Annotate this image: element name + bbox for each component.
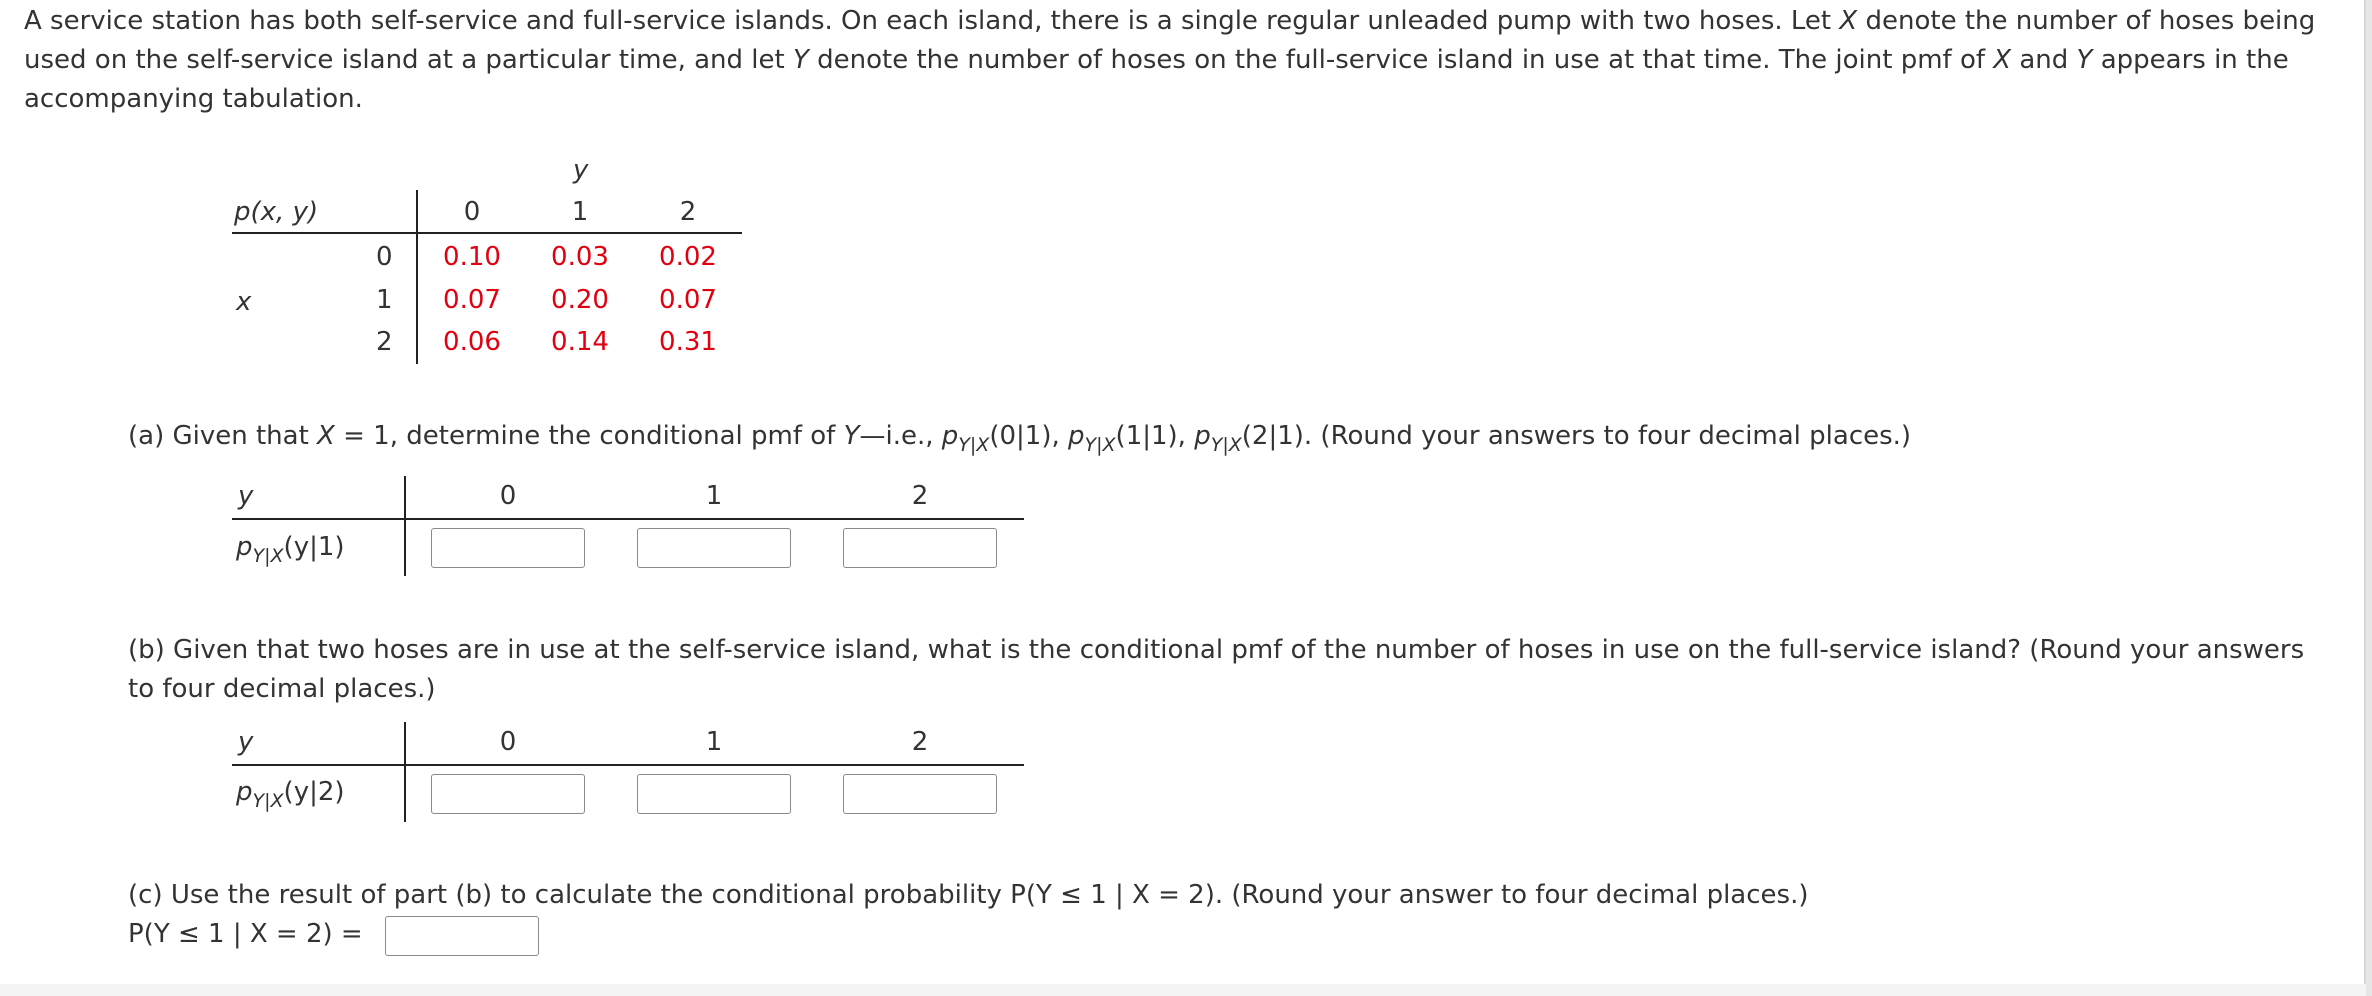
col-header: 0 [463, 197, 481, 227]
question-text: (1|1), [1115, 421, 1195, 451]
pmf-symbol: p [1194, 421, 1211, 451]
col-header: 1 [571, 197, 589, 227]
col-var-label: y [573, 155, 589, 185]
pmf-subscript: Y|X [252, 790, 284, 812]
part-c-answer-label: P(Y ≤ 1 | X = 2) = [128, 919, 363, 949]
row-header: 0 [376, 242, 393, 272]
table-cell: 0.07 [443, 285, 501, 315]
intro-text: appears in the accompanying tabulation. [24, 45, 2289, 114]
var-x: X [317, 421, 335, 451]
intro-text: A service station has both self-service and full-service islands. On each island, there is a single regular unleaded pump with two hoses. Let [24, 6, 1840, 36]
table-cell: 0.02 [659, 242, 717, 272]
answer-input-b-y2[interactable] [843, 774, 997, 814]
answer-input-b-y0[interactable] [431, 774, 585, 814]
pmf-symbol: p [941, 421, 959, 451]
pmf-symbol: p [236, 532, 253, 562]
row-label-pmf [236, 532, 345, 567]
col-header: 1 [705, 727, 723, 757]
table-cell: 0.10 [443, 242, 501, 272]
table-header-rule [232, 232, 742, 234]
problem-statement [24, 2, 2344, 119]
pmf-subscript: Y|X [958, 434, 990, 456]
pmf-symbol: p [1068, 421, 1085, 451]
col-header: 2 [911, 727, 929, 757]
answer-input-c[interactable] [385, 916, 539, 956]
answer-input-a-y1[interactable] [637, 528, 791, 568]
var-x: X [1993, 45, 2012, 75]
col-header: 1 [705, 481, 723, 511]
pmf-symbol: p [236, 777, 253, 807]
intro-text: denote the number of hoses on the full-service island in use at that time. The joint pmf of [808, 45, 1994, 75]
question-text: = 1, determine the conditional pmf of [334, 421, 844, 451]
var-y: Y [792, 45, 809, 75]
intro-text: denote the number of hoses being used on the self-service island at a particular time, and let [24, 6, 2316, 75]
var-x: X [1839, 6, 1858, 36]
question-text: —i.e., [859, 421, 942, 451]
row-label-y: y [238, 727, 254, 757]
var-y: Y [2076, 45, 2093, 75]
part-b-question: (b) Given that two hoses are in use at the self-service island, what is the conditional pmf of the number of hoses in use on the full-service island? (Round your answers to four decimal places.) [128, 635, 2305, 704]
table-header-rule [232, 764, 1024, 766]
col-header: 0 [499, 727, 517, 757]
row-header: 1 [376, 285, 393, 315]
question-text: (0|1), [989, 421, 1068, 451]
pmf-subscript: Y|X [1084, 434, 1116, 456]
question-text: (a) Given that [128, 421, 318, 451]
table-vertical-rule [404, 722, 406, 822]
pmf-subscript: Y|X [252, 545, 284, 567]
intro-text: and [2011, 45, 2077, 75]
answer-input-b-y1[interactable] [637, 774, 791, 814]
var-y: Y [843, 421, 860, 451]
row-header: 2 [376, 327, 393, 357]
table-cell: 0.14 [551, 327, 609, 357]
table-cell: 0.31 [659, 327, 717, 357]
corner-label: p(x, y) [234, 197, 319, 227]
col-header: 0 [499, 481, 517, 511]
answer-input-a-y0[interactable] [431, 528, 585, 568]
table-vertical-rule [404, 476, 406, 576]
col-header: 2 [679, 197, 697, 227]
table-cell: 0.07 [659, 285, 717, 315]
pmf-args: (y|2) [283, 777, 345, 807]
answer-input-a-y2[interactable] [843, 528, 997, 568]
question-text: (2|1). (Round your answers to four decimal places.) [1241, 421, 1912, 451]
pmf-args: (y|1) [283, 532, 345, 562]
table-header-rule [232, 518, 1024, 520]
table-cell: 0.03 [551, 242, 609, 272]
table-cell: 0.20 [551, 285, 609, 315]
row-label-pmf [236, 777, 345, 812]
scrollbar[interactable] [2366, 0, 2372, 996]
probability-expression: P(Y ≤ 1 | X = 2) [1010, 880, 1215, 910]
col-header: 2 [911, 481, 929, 511]
question-text: (c) Use the result of part (b) to calculate the conditional probability [128, 880, 1011, 910]
table-cell: 0.06 [443, 327, 501, 357]
question-text: . (Round your answer to four decimal places.) [1214, 880, 1809, 910]
pmf-subscript: Y|X [1210, 434, 1242, 456]
row-var-label: x [236, 287, 252, 317]
part-a-question [128, 417, 2328, 458]
row-label-y: y [238, 481, 254, 511]
part-c-question [128, 876, 2328, 915]
